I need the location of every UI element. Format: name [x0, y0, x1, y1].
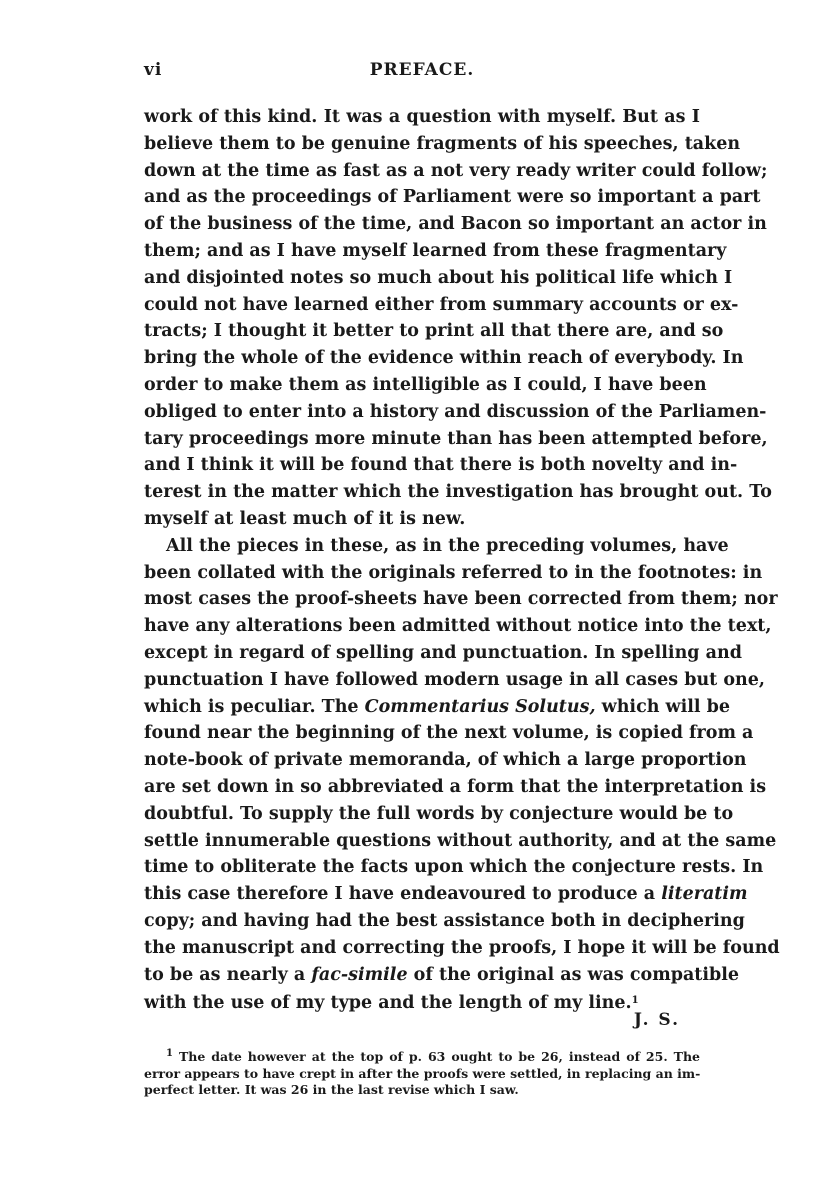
text-line: note-book of private memoranda, of which a large proportion — [144, 750, 747, 771]
text-line: could not have learned either from summary accounts or ex- — [144, 294, 739, 315]
text-line: terest in the matter which the investigation has brought out. To — [144, 482, 772, 503]
text-line: them; and as I have myself learned from these fragmentary — [144, 240, 727, 261]
page-number: vi — [144, 60, 163, 80]
text-line: myself at least much of it is new. — [144, 508, 466, 529]
footnote-line: perfect letter. It was 26 in the last revise which I saw. — [144, 1082, 519, 1097]
text-line: punctuation I have followed modern usage in all cases but one, — [144, 669, 765, 690]
text-line: most cases the proof-sheets have been corrected from them; nor — [144, 589, 778, 610]
text-line: the manuscript and correcting the proofs, I hope it will be found — [144, 937, 780, 958]
text-run: which will be — [595, 696, 731, 717]
footnote-marker: 1 — [166, 1048, 173, 1059]
text-run: this case therefore I have endeavoured to produce a — [144, 884, 662, 905]
text-line: found near the beginning of the next volume, is copied from a — [144, 723, 754, 744]
text-line: work of this kind. It was a question with myself. But as I — [144, 107, 700, 127]
text-run: of the original as was compatible — [407, 964, 740, 985]
text-line: down at the time as fast as a not very ready writer could follow; — [144, 160, 768, 181]
text-line: except in regard of spelling and punctuation. In spelling and — [144, 642, 742, 663]
italic-title: Commentarius Solutus, — [364, 696, 596, 717]
text-line: All the pieces in these, as in the preceding volumes, have — [166, 535, 729, 556]
text-line: are set down in so abbreviated a form that the interpretation is — [144, 776, 767, 797]
text-line: order to make them as intelligible as I could, I have been — [144, 374, 707, 395]
italic-term: fac-simile — [311, 964, 408, 985]
text-line: time to obliterate the facts upon which the conjecture rests. In — [144, 857, 764, 878]
text-line: of the business of the time, and Bacon so important an actor in — [144, 214, 767, 235]
footnote-reference: 1 — [631, 995, 639, 1007]
text-line: and disjointed notes so much about his political life which I — [144, 267, 733, 288]
text-line: and as the proceedings of Parliament were so important a part — [144, 187, 761, 208]
text-line: have any alterations been admitted without notice into the text, — [144, 616, 772, 637]
text-line: tary proceedings more minute than has been attempted before, — [144, 428, 768, 449]
preface-body — [144, 104, 780, 1015]
text-run: to be as nearly a — [144, 964, 312, 985]
footnote — [144, 1046, 700, 1099]
footnote-line: error appears to have crept in after the proofs were settled, in replacing an im- — [144, 1065, 701, 1081]
text-run: with the use of my type and the length of my line. — [144, 993, 632, 1014]
text-line: doubtful. To supply the full words by conjecture would be to — [144, 803, 734, 824]
text-line: and I think it will be found that there is both novelty and in- — [144, 455, 738, 476]
running-title: PREFACE. — [369, 60, 475, 80]
text-line: tracts; I thought it better to print all that there are, and so — [144, 321, 724, 342]
text-line: settle innumerable questions without authority, and at the same — [144, 830, 777, 851]
text-line: believe them to be genuine fragments of his speeches, taken — [144, 133, 741, 154]
text-run: The date however at the top of p. 63 ought to be 26, instead of 25. The — [172, 1049, 700, 1064]
paragraph-2 — [144, 533, 780, 1015]
footnote-line — [144, 1046, 700, 1066]
text-line — [144, 962, 740, 989]
text-line: obliged to enter into a history and discussion of the Parliamen- — [144, 401, 767, 422]
signature: J. S. — [633, 1010, 680, 1030]
text-line: bring the whole of the evidence within reach of everybody. In — [144, 348, 744, 369]
text-line — [144, 881, 748, 908]
text-line: copy; and having had the best assistance both in deciphering — [144, 910, 745, 931]
text-line: been collated with the originals referred to in the footnotes: in — [144, 562, 763, 583]
paragraph-1 — [144, 104, 772, 533]
text-line — [144, 694, 731, 721]
text-run: which is peculiar. The — [144, 696, 365, 717]
italic-term: literatim — [661, 884, 748, 905]
